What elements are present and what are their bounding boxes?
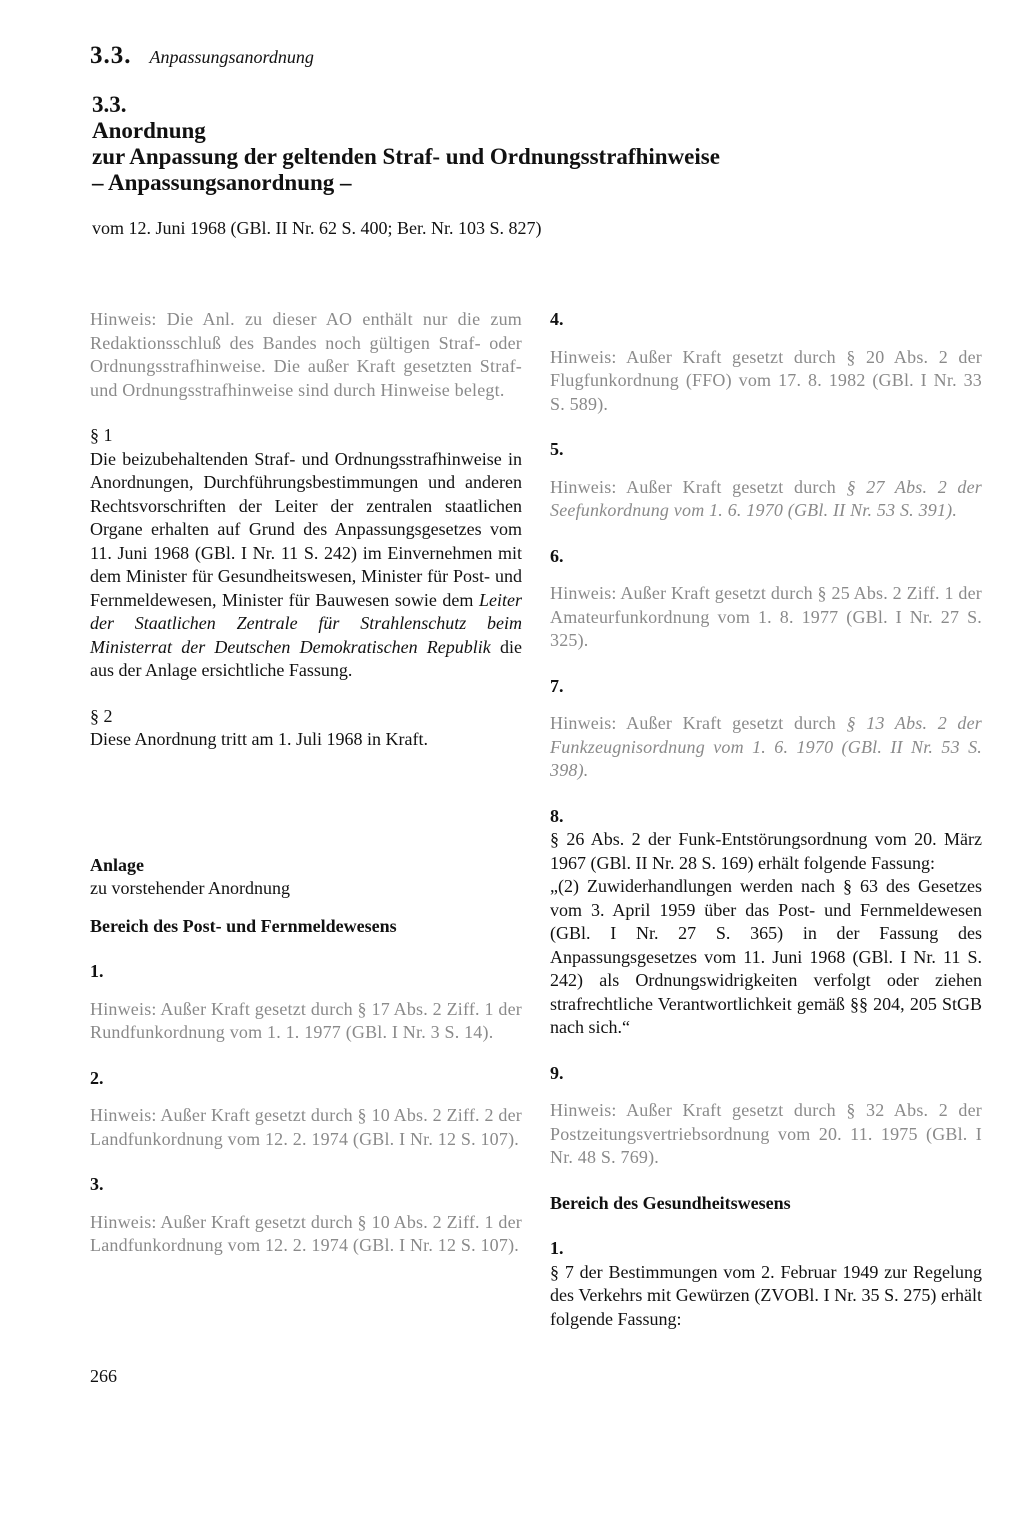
list-item-hint xyxy=(550,476,982,523)
anlage-heading: Anlage xyxy=(90,854,144,875)
list-item-hint-italic: § 13 Abs. 2 der Funkzeugnisordnung vom 1. 6. 1970 (GBl. II Nr. 53 S. 398). xyxy=(550,713,983,780)
intro-hint: Hinweis: Die Anl. zu dieser AO enthält nur die zum Redaktionsschluß des Bandes noch gültigen Straf- oder Ordnungsstrafhinweise. Die außer Kraft gesetzten Straf- und Ordnungsstrafhinweise sind durch Hinweise belegt. xyxy=(90,309,522,400)
list-item-hint-a: Hinweis: Außer Kraft gesetzt durch xyxy=(550,476,847,497)
paragraph-1-text-italic: Leiter der Staatlichen Zentrale für Strahlenschutz beim Ministerrat der Deutschen Demokratischen Republik xyxy=(90,589,522,657)
list-item-number: 9. xyxy=(550,1062,564,1083)
list-item-hint: Hinweis: Außer Kraft gesetzt durch § 20 Abs. 2 der Flugfunkordnung (FFO) vom 17. 8. 1982 (GBl. I Nr. 33 S. 589). xyxy=(550,346,982,414)
paragraph-1-heading: § 1 xyxy=(90,425,113,445)
list-item-hint-italic: § 27 Abs. 2 der Seefunkordnung vom 1. 6. 1970 (GBl. II Nr. 53 S. 391). xyxy=(550,476,983,520)
list-item-hint: Hinweis: Außer Kraft gesetzt durch § 17 Abs. 2 Ziff. 1 der Rundfunkordnung vom 1. 1. 1977 (GBl. I Nr. 3 S. 14). xyxy=(90,998,522,1042)
document-date-reference: vom 12. Juni 1968 (GBl. II Nr. 62 S. 400; Ber. Nr. 103 S. 827) xyxy=(92,218,542,238)
document-title xyxy=(92,92,892,196)
list-item-hint: Hinweis: Außer Kraft gesetzt durch § 32 Abs. 2 der Postzeitungsvertriebsordnung vom 20. 11. 1975 (GBl. I Nr. 48 S. 769). xyxy=(550,1100,982,1167)
document-title-line-3: – Anpassungsanordnung – xyxy=(92,170,352,195)
page-number: 266 xyxy=(90,1366,117,1386)
list-item-number: 2. xyxy=(90,1067,104,1088)
section-post-heading: Bereich des Post- und Fernmeldewesens xyxy=(90,915,397,936)
list-item-hint xyxy=(550,712,982,783)
left-column xyxy=(90,308,522,1258)
anlage-subheading: zu vorstehender Anordnung xyxy=(90,878,290,898)
paragraph-1-text-b: die aus der Anlage ersichtliche Fassung. xyxy=(90,636,522,680)
list-item-number: 7. xyxy=(550,675,564,696)
list-item-number: 1. xyxy=(550,1238,564,1258)
section-health-heading: Bereich des Gesundheitswesens xyxy=(550,1192,791,1213)
list-item-number: 4. xyxy=(550,309,564,329)
running-head-number: 3.3. xyxy=(90,42,132,69)
list-item-text: § 26 Abs. 2 der Funk-Entstörungsordnung vom 20. März 1967 (GBl. II Nr. 28 S. 169) erhält folgende Fassung: xyxy=(550,829,982,873)
paragraph-1-text-a: Die beizubehaltenden Straf- und Ordnungsstrafhinweise in Anordnungen, Durchführungsbestimmungen und anderen Rechtsvorschriften der Leiter der zentralen staatlichen Organe erhalten auf Grund des Anpassungsgesetzes vom 11. Juni 1968 (GBl. I Nr. 11 S. 242) im Einvernehmen mit dem Minister für Gesundheitswesen, Minister für Post- und Fernmeldewesen, Minister für Bauwesen sowie dem xyxy=(90,448,522,610)
document-title-line-2: zur Anpassung der geltenden Straf- und Ordnungsstrafhinweise xyxy=(92,144,720,169)
paragraph-2-heading: § 2 xyxy=(90,705,113,726)
list-item-hint: Hinweis: Außer Kraft gesetzt durch § 25 Abs. 2 Ziff. 1 der Amateurfunkordnung vom 1. 8. 1977 (GBl. I Nr. 27 S. 325). xyxy=(550,583,982,650)
document-title-line-1: Anordnung xyxy=(92,118,206,143)
paragraph-1-text xyxy=(90,448,522,683)
list-item-number: 8. xyxy=(550,805,564,826)
list-item-quote: „(2) Zuwiderhandlungen werden nach § 63 des Gesetzes vom 3. April 1959 über das Post- und Fernmeldewesen (GBl. I Nr. 27 S. 365) in der Fassung des Anpassungsgesetzes vom 11. Juni 1968 (GBl. I Nr. 11 S. 242) als Ordnungswidrigkeiten verfolgt oder ziehen strafrechtliche Verantwortlichkeit gemäß §§ 204, 205 StGB nach sich.“ xyxy=(550,876,982,1037)
list-item-number: 3. xyxy=(90,1174,104,1194)
right-column xyxy=(550,308,982,1331)
list-item-number: 5. xyxy=(550,439,564,459)
running-head-title: Anpassungsanordnung xyxy=(149,47,314,67)
list-item-hint-a: Hinweis: Außer Kraft gesetzt durch xyxy=(550,713,847,733)
running-head xyxy=(90,42,314,70)
list-item-hint: Hinweis: Außer Kraft gesetzt durch § 10 Abs. 2 Ziff. 1 der Landfunkordnung vom 12. 2. 1974 (GBl. I Nr. 12 S. 107). xyxy=(90,1211,522,1255)
list-item-text: § 7 der Bestimmungen vom 2. Februar 1949 zur Regelung des Verkehrs mit Gewürzen (ZVOBl. I Nr. 35 S. 275) erhält folgende Fassung: xyxy=(550,1261,982,1329)
document-number: 3.3. xyxy=(92,92,127,117)
list-item-hint: Hinweis: Außer Kraft gesetzt durch § 10 Abs. 2 Ziff. 2 der Landfunkordnung vom 12. 2. 1974 (GBl. I Nr. 12 S. 107). xyxy=(90,1105,522,1149)
list-item-number: 1. xyxy=(90,961,104,981)
paragraph-2-text: Diese Anordnung tritt am 1. Juli 1968 in Kraft. xyxy=(90,729,428,749)
list-item-number: 6. xyxy=(550,545,564,566)
